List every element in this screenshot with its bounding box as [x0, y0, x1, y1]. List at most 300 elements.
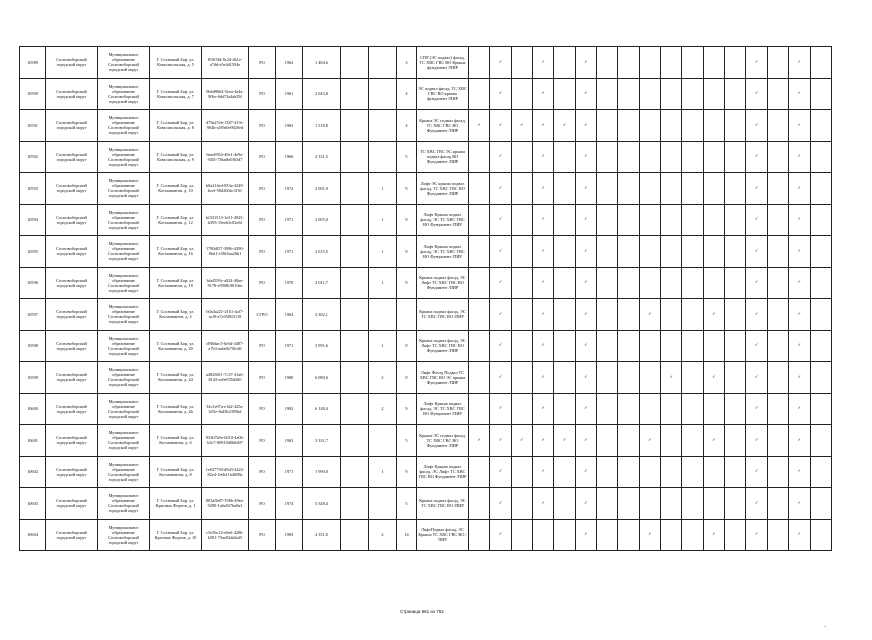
works-list: Лифт Крыша подвал фасад, ЭС ТС ХВС ГВС ВО Фундамент /ПИР — [417, 204, 469, 236]
empty-cell — [725, 488, 746, 520]
empty-cell — [682, 267, 703, 299]
works-list: Лифт ЭС крыша подвал фасад, ТС ХВС ГВС ВО Фундамент /ПИР — [417, 173, 469, 205]
empty-cell — [469, 519, 490, 551]
build-year: 1964 — [276, 299, 303, 331]
check-mark-icon: ✓ — [746, 393, 767, 425]
empty-cell — [682, 47, 703, 79]
district-name: Сосновоборский городской округ — [46, 362, 98, 394]
district-name: Сосновоборский городской округ — [46, 330, 98, 362]
check-mark-icon: ✓ — [533, 78, 554, 110]
check-mark-icon: ✓ — [533, 456, 554, 488]
empty-cell — [639, 267, 660, 299]
check-mark-icon: ✓ — [746, 141, 767, 173]
check-mark-icon: ✓ — [575, 330, 596, 362]
empty-cell — [639, 456, 660, 488]
municipality-name: Муниципальное образование Сосновоборский городской округ — [98, 425, 150, 457]
check-mark-icon: ✓ — [533, 173, 554, 205]
check-mark-icon: ✓ — [789, 267, 810, 299]
empty-cell — [511, 519, 532, 551]
check-mark-icon: ✓ — [746, 488, 767, 520]
check-mark-icon: ✓ — [746, 425, 767, 457]
municipality-name: Муниципальное образование Сосновоборский городской округ — [98, 362, 150, 394]
empty-cell — [597, 488, 618, 520]
page-footer: Страница 961 из 752 — [400, 609, 444, 614]
empty-cell — [639, 204, 660, 236]
check-mark-icon: ✓ — [533, 299, 554, 331]
floors-count: 5 — [397, 488, 417, 520]
empty-cell — [618, 393, 639, 425]
empty-cell — [618, 519, 639, 551]
row-number: 10597 — [20, 299, 46, 331]
building-code: 933b7b5e-0d10-4a0b-b3c7-80910d0b6d07 — [202, 425, 249, 457]
elevator-count — [369, 141, 397, 173]
building-code: 9b6d9664-5eea-4a4a-90bc-6dd7fa4ab29f — [202, 78, 249, 110]
empty-cell — [554, 204, 575, 236]
cell-extra-1 — [341, 425, 369, 457]
table-row — [20, 425, 832, 457]
empty-cell — [703, 173, 724, 205]
empty-cell — [597, 393, 618, 425]
check-mark-icon: ✓ — [746, 267, 767, 299]
check-mark-icon: ✓ — [533, 393, 554, 425]
check-mark-icon: ✓ — [511, 110, 532, 142]
empty-cell — [554, 330, 575, 362]
ownership-type: РО — [249, 141, 276, 173]
empty-cell — [639, 236, 660, 268]
empty-cell — [725, 456, 746, 488]
works-list: Крыша ЭС подвал фасад, ТС ХВС ГВС ВО Фундамент /ПИР — [417, 425, 469, 457]
empty-cell — [511, 204, 532, 236]
municipality-name: Муниципальное образование Сосновоборский городской округ — [98, 173, 150, 205]
check-mark-icon: ✓ — [575, 519, 596, 551]
row-number: 10604 — [20, 519, 46, 551]
empty-cell — [810, 141, 831, 173]
works-list: ЭС подвал фасад, ТС ХВС ГВС ВО крыша фундамент /ПИР — [417, 78, 469, 110]
ownership-type: РО — [249, 393, 276, 425]
empty-cell — [469, 267, 490, 299]
check-mark-icon: ✓ — [490, 110, 511, 142]
floors-count: 9 — [397, 393, 417, 425]
building-code: 1e027730-d9d3-4422-82e4-1e6b11b4008a — [202, 456, 249, 488]
municipality-name: Муниципальное образование Сосновоборский городской округ — [98, 488, 150, 520]
empty-cell — [767, 456, 788, 488]
check-mark-icon: ✓ — [746, 204, 767, 236]
empty-cell — [767, 47, 788, 79]
works-list: ТС ХВС ГВС ЭС крыша подвал фасад ВО Фундамент /ПИР — [417, 141, 469, 173]
empty-cell — [511, 267, 532, 299]
empty-cell — [810, 204, 831, 236]
municipality-name: Муниципальное образование Сосновоборский городской округ — [98, 330, 150, 362]
district-name: Сосновоборский городской округ — [46, 204, 98, 236]
empty-cell — [597, 330, 618, 362]
floors-count: 5 — [397, 141, 417, 173]
empty-cell — [682, 299, 703, 331]
row-number: 10590 — [20, 78, 46, 110]
empty-cell — [639, 141, 660, 173]
district-name: Сосновоборский городской округ — [46, 519, 98, 551]
empty-cell — [469, 299, 490, 331]
elevator-count: 2 — [369, 393, 397, 425]
empty-cell — [639, 393, 660, 425]
empty-cell — [703, 267, 724, 299]
empty-cell — [810, 393, 831, 425]
empty-cell — [618, 173, 639, 205]
build-year: 1961 — [276, 78, 303, 110]
empty-cell — [703, 47, 724, 79]
empty-cell — [810, 78, 831, 110]
empty-cell — [554, 362, 575, 394]
cell-extra-1 — [341, 393, 369, 425]
check-mark-icon: ✓ — [490, 488, 511, 520]
empty-cell — [725, 393, 746, 425]
elevator-count: 1 — [369, 236, 397, 268]
empty-cell — [767, 488, 788, 520]
district-name: Сосновоборский городской округ — [46, 393, 98, 425]
build-year: 1966 — [276, 141, 303, 173]
empty-cell — [469, 173, 490, 205]
empty-cell — [554, 393, 575, 425]
address: Г. Сосновый Бор, ул. Красных Фортов, д. 1 — [150, 488, 202, 520]
cell-extra-1 — [341, 519, 369, 551]
empty-cell — [469, 456, 490, 488]
check-mark-icon: ✓ — [789, 425, 810, 457]
empty-cell — [597, 204, 618, 236]
cell-extra-1 — [341, 110, 369, 142]
empty-cell — [682, 488, 703, 520]
empty-cell — [810, 299, 831, 331]
address: Г. Сосновый Бор, ул. Космонавтов, д. 6 — [150, 425, 202, 457]
cell-extra-1 — [341, 299, 369, 331]
district-name: Сосновоборский городской округ — [46, 236, 98, 268]
build-year: 1974 — [276, 488, 303, 520]
check-mark-icon: ✓ — [490, 519, 511, 551]
ownership-type: РО — [249, 236, 276, 268]
ownership-type: СГРО — [249, 299, 276, 331]
district-name: Сосновоборский городской округ — [46, 110, 98, 142]
check-mark-icon: ✓ — [789, 330, 810, 362]
empty-cell — [767, 519, 788, 551]
check-mark-icon: ✓ — [703, 299, 724, 331]
empty-cell — [725, 425, 746, 457]
check-mark-icon: ✓ — [746, 362, 767, 394]
floors-count: 4 — [397, 110, 417, 142]
build-year: 1970 — [276, 267, 303, 299]
floors-count: 4 — [397, 78, 417, 110]
check-mark-icon: ✓ — [490, 78, 511, 110]
row-number: 10599 — [20, 362, 46, 394]
empty-cell — [661, 110, 682, 142]
area-value: 3 331,7 — [303, 425, 341, 457]
check-mark-icon: ✓ — [533, 488, 554, 520]
floors-count: 9 — [397, 267, 417, 299]
row-number: 10596 — [20, 267, 46, 299]
empty-cell — [682, 173, 703, 205]
floors-count: 3 — [397, 47, 417, 79]
cell-extra-1 — [341, 362, 369, 394]
elevator-count: 1 — [369, 267, 397, 299]
empty-cell — [810, 267, 831, 299]
empty-cell — [639, 110, 660, 142]
empty-cell — [469, 141, 490, 173]
check-mark-icon: ✓ — [490, 173, 511, 205]
check-mark-icon: ✓ — [789, 362, 810, 394]
ownership-type: РО — [249, 362, 276, 394]
empty-cell — [597, 267, 618, 299]
table-row — [20, 488, 832, 520]
empty-cell — [639, 173, 660, 205]
district-name: Сосновоборский городской округ — [46, 425, 98, 457]
empty-cell — [682, 236, 703, 268]
empty-cell — [810, 236, 831, 268]
empty-cell — [618, 299, 639, 331]
district-name: Сосновоборский городской округ — [46, 299, 98, 331]
register-table-body — [20, 47, 832, 551]
works-list: Крыша подвал фасад, ЭС Лифт ТС ХВС ГВС ВО Фундамент /ПИР — [417, 267, 469, 299]
empty-cell — [725, 267, 746, 299]
empty-cell — [618, 204, 639, 236]
check-mark-icon: ✓ — [575, 456, 596, 488]
empty-cell — [810, 110, 831, 142]
building-code: bf331513-1e51-4925-b395-15eeb3c82e6f — [202, 204, 249, 236]
empty-cell — [554, 236, 575, 268]
empty-cell — [618, 362, 639, 394]
empty-cell — [682, 425, 703, 457]
row-number: 10591 — [20, 110, 46, 142]
empty-cell — [725, 78, 746, 110]
empty-cell — [703, 488, 724, 520]
check-mark-icon: ✓ — [703, 425, 724, 457]
cell-extra-1 — [341, 204, 369, 236]
elevator-count — [369, 299, 397, 331]
check-mark-icon: ✓ — [746, 299, 767, 331]
empty-cell — [661, 173, 682, 205]
check-mark-icon: ✓ — [490, 456, 511, 488]
empty-cell — [554, 47, 575, 79]
empty-cell — [661, 299, 682, 331]
check-mark-icon: ✓ — [746, 173, 767, 205]
floors-count: 9 — [397, 456, 417, 488]
area-value: 1 990,0 — [303, 456, 341, 488]
floors-count: 9 — [397, 362, 417, 394]
empty-cell — [618, 267, 639, 299]
check-mark-icon: ✓ — [490, 204, 511, 236]
check-mark-icon: ✓ — [639, 299, 660, 331]
address: Г. Сосновый Бор, ул. Космонавтов, д. 20 — [150, 330, 202, 362]
table-row — [20, 236, 832, 268]
municipality-name: Муниципальное образование Сосновоборский городской округ — [98, 236, 150, 268]
check-mark-icon: ✓ — [533, 362, 554, 394]
municipality-name: Муниципальное образование Сосновоборский городской округ — [98, 47, 150, 79]
check-mark-icon: ✓ — [533, 204, 554, 236]
empty-cell — [597, 299, 618, 331]
empty-cell — [554, 141, 575, 173]
table-row — [20, 173, 832, 205]
check-mark-icon: ✓ — [575, 393, 596, 425]
elevator-count — [369, 47, 397, 79]
municipality-name: Муниципальное образование Сосновоборский городской округ — [98, 299, 150, 331]
empty-cell — [767, 236, 788, 268]
address: Г. Сосновый Бор, ул. Космонавтов, д. 8 — [150, 456, 202, 488]
area-value: 2 015,5 — [303, 236, 341, 268]
area-value: 6 148,4 — [303, 393, 341, 425]
check-mark-icon: ✓ — [469, 425, 490, 457]
empty-cell — [661, 393, 682, 425]
floors-count: 9 — [397, 173, 417, 205]
check-mark-icon: ✓ — [533, 47, 554, 79]
table-row — [20, 204, 832, 236]
empty-cell — [639, 362, 660, 394]
empty-cell — [554, 519, 575, 551]
empty-cell — [725, 173, 746, 205]
table-row — [20, 141, 832, 173]
check-mark-icon: ✓ — [490, 267, 511, 299]
empty-cell — [725, 362, 746, 394]
check-mark-icon: ✓ — [789, 141, 810, 173]
check-mark-icon: ✓ — [490, 362, 511, 394]
works-list: ЛифтПодвал фасад, ЭС Крыша ТС ХВС ГВС ВО /ПИР — [417, 519, 469, 551]
empty-cell — [682, 78, 703, 110]
check-mark-icon: ✓ — [533, 267, 554, 299]
empty-cell — [511, 78, 532, 110]
district-name: Сосновоборский городской округ — [46, 456, 98, 488]
empty-cell — [597, 141, 618, 173]
elevator-count: 1 — [369, 456, 397, 488]
check-mark-icon: ✓ — [575, 425, 596, 457]
check-mark-icon: ✓ — [639, 519, 660, 551]
check-mark-icon: ✓ — [789, 204, 810, 236]
empty-cell — [511, 141, 532, 173]
building-code: d79a27eb-1387-419c-964b-a5f9a0e9020ed — [202, 110, 249, 142]
check-mark-icon: ✓ — [661, 362, 682, 394]
empty-cell — [661, 47, 682, 79]
empty-cell — [554, 267, 575, 299]
works-list: Лифт Фасад Подвал ТС ХВС ГВС ВО ЭС крыша Фундамент /ПИР — [417, 362, 469, 394]
check-mark-icon: ✓ — [490, 47, 511, 79]
empty-cell — [511, 236, 532, 268]
empty-cell — [597, 362, 618, 394]
empty-cell — [767, 267, 788, 299]
check-mark-icon: ✓ — [490, 330, 511, 362]
empty-cell — [703, 204, 724, 236]
table-row — [20, 330, 832, 362]
check-mark-icon: ✓ — [746, 330, 767, 362]
check-mark-icon: ✓ — [789, 236, 810, 268]
elevator-count: 2 — [369, 519, 397, 551]
empty-cell — [661, 204, 682, 236]
empty-cell — [767, 78, 788, 110]
empty-cell — [661, 267, 682, 299]
row-number: 10593 — [20, 173, 46, 205]
check-mark-icon: ✓ — [746, 236, 767, 268]
empty-cell — [810, 425, 831, 457]
build-year: 1972 — [276, 173, 303, 205]
empty-cell — [469, 330, 490, 362]
municipality-name: Муниципальное образование Сосновоборский городской округ — [98, 141, 150, 173]
district-name: Сосновоборский городской округ — [46, 267, 98, 299]
empty-cell — [554, 78, 575, 110]
check-mark-icon: ✓ — [746, 78, 767, 110]
empty-cell — [554, 488, 575, 520]
municipality-name: Муниципальное образование Сосновоборский городской округ — [98, 78, 150, 110]
empty-cell — [469, 78, 490, 110]
floors-count: 9 — [397, 330, 417, 362]
empty-cell — [469, 393, 490, 425]
build-year: 1971 — [276, 330, 303, 362]
check-mark-icon: ✓ — [490, 236, 511, 268]
empty-cell — [511, 299, 532, 331]
check-mark-icon: ✓ — [746, 47, 767, 79]
check-mark-icon: ✓ — [789, 393, 810, 425]
floors-count: 14 — [397, 519, 417, 551]
area-value: 4 351,0 — [303, 519, 341, 551]
empty-cell — [703, 330, 724, 362]
empty-cell — [511, 456, 532, 488]
empty-cell — [725, 47, 746, 79]
empty-cell — [810, 47, 831, 79]
cell-extra-1 — [341, 267, 369, 299]
area-value: 3 302,1 — [303, 299, 341, 331]
register-table — [19, 46, 832, 551]
municipality-name: Муниципальное образование Сосновоборский городской округ — [98, 267, 150, 299]
check-mark-icon: ✓ — [490, 299, 511, 331]
check-mark-icon: ✓ — [533, 330, 554, 362]
cell-extra-1 — [341, 456, 369, 488]
empty-cell — [767, 173, 788, 205]
empty-cell — [682, 204, 703, 236]
empty-cell — [597, 173, 618, 205]
area-value: 2 331,5 — [303, 141, 341, 173]
empty-cell — [661, 141, 682, 173]
address: Г. Сосновый Бор, ул. Космонавтов, д. 18 — [150, 267, 202, 299]
works-list: Крыша ЭС подвал фасад, ТС ХВС ГВС ВО Фундамент /ПИР — [417, 110, 469, 142]
check-mark-icon: ✓ — [789, 110, 810, 142]
check-mark-icon: ✓ — [703, 362, 724, 394]
empty-cell — [810, 456, 831, 488]
check-mark-icon: ✓ — [511, 425, 532, 457]
area-value: 3 991,6 — [303, 330, 341, 362]
empty-cell — [554, 299, 575, 331]
row-number: 10600 — [20, 393, 46, 425]
empty-cell — [725, 330, 746, 362]
works-list: Лифт Крыша подвал фасад, ЭС ТС ХВС ГВС ВО Фундамент /ПИР — [417, 393, 469, 425]
check-mark-icon: ✓ — [746, 519, 767, 551]
empty-cell — [661, 488, 682, 520]
empty-cell — [725, 204, 746, 236]
area-value: 2 043,8 — [303, 78, 341, 110]
row-number: 10592 — [20, 141, 46, 173]
empty-cell — [511, 47, 532, 79]
elevator-count — [369, 110, 397, 142]
empty-cell — [767, 141, 788, 173]
ownership-type: РО — [249, 204, 276, 236]
empty-cell — [469, 488, 490, 520]
check-mark-icon: ✓ — [575, 267, 596, 299]
row-number: 10594 — [20, 204, 46, 236]
elevator-count: 1 — [369, 173, 397, 205]
empty-cell — [767, 425, 788, 457]
empty-cell — [661, 456, 682, 488]
row-number: 10589 — [20, 47, 46, 79]
address: Г. Сосновый Бор, ул. Космонавтов, д. 24 — [150, 362, 202, 394]
check-mark-icon: ✓ — [575, 204, 596, 236]
empty-cell — [618, 488, 639, 520]
check-mark-icon: ✓ — [575, 173, 596, 205]
building-code: d9f0dac5-6e5d-4487-a7b3-aafa6b70fcd6 — [202, 330, 249, 362]
building-code: bfa4559c-a024-40ae-9178-e5908c9810ee — [202, 267, 249, 299]
cell-extra-1 — [341, 141, 369, 173]
build-year: 1971 — [276, 456, 303, 488]
check-mark-icon: ✓ — [746, 110, 767, 142]
